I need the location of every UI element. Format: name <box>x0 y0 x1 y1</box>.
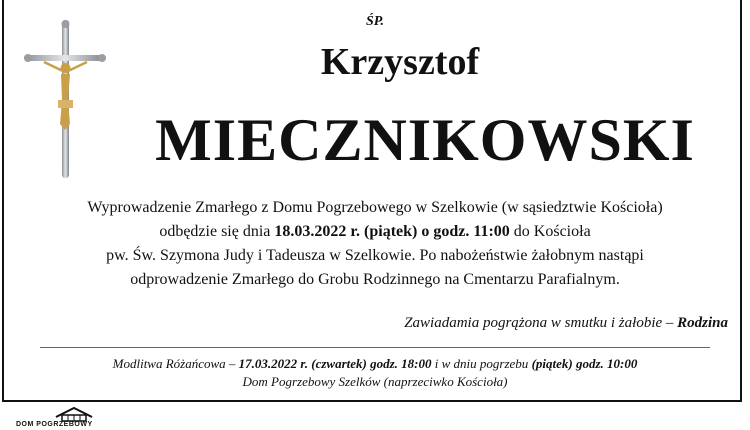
signoff-text: Zawiadamia pogrążona w smutku i żałobie – <box>404 315 678 331</box>
funeral-announcement <box>20 196 730 292</box>
deceased-first-name: Krzysztof <box>320 41 480 83</box>
divider <box>40 347 710 348</box>
announcement-line-4: odprowadzenie Zmarłego do Grobu Rodzinnego na Cmentarzu Parafialnym. <box>130 271 620 288</box>
signoff-family: Rodzina <box>677 315 728 331</box>
sp-label: ŚP. <box>365 14 385 29</box>
signoff <box>404 315 728 332</box>
crucifix-icon <box>24 20 106 178</box>
prayer-date: 17.03.2022 r. (czwartek) godz. 18:00 <box>238 356 432 371</box>
announcement-line-3: pw. Św. Szymona Judy i Tadeusza w Szelkowie. Po nabożeństwie żałobnym nastąpi <box>106 247 644 264</box>
deceased-last-name: MIECZNIKOWSKI <box>155 107 695 173</box>
prayer-line-2: Dom Pogrzebowy Szelków (naprzeciwko Kościoła) <box>242 374 508 389</box>
funeral-home-logo-text: DOM POGRZEBOWY <box>16 421 93 428</box>
funeral-date-time: 18.03.2022 r. (piątek) o godz. 11:00 <box>274 223 510 240</box>
announcement-line-2-tail: do Kościoła <box>509 223 591 240</box>
prayer-info <box>20 355 730 391</box>
announcement-line-2-text: odbędzie się dnia <box>159 223 275 240</box>
announcement-line-2 <box>20 220 730 244</box>
announcement-line-1: Wyprowadzenie Zmarłego z Domu Pogrzebowego w Szelkowie (w sąsiedztwie Kościoła) <box>87 199 663 216</box>
prayer-line-1 <box>20 355 730 373</box>
prayer-connector: i w dniu pogrzebu <box>431 356 532 371</box>
prayer-label: Modlitwa Różańcowa – <box>112 356 239 371</box>
prayer-funeral-time: (piątek) godz. 10:00 <box>531 356 638 371</box>
